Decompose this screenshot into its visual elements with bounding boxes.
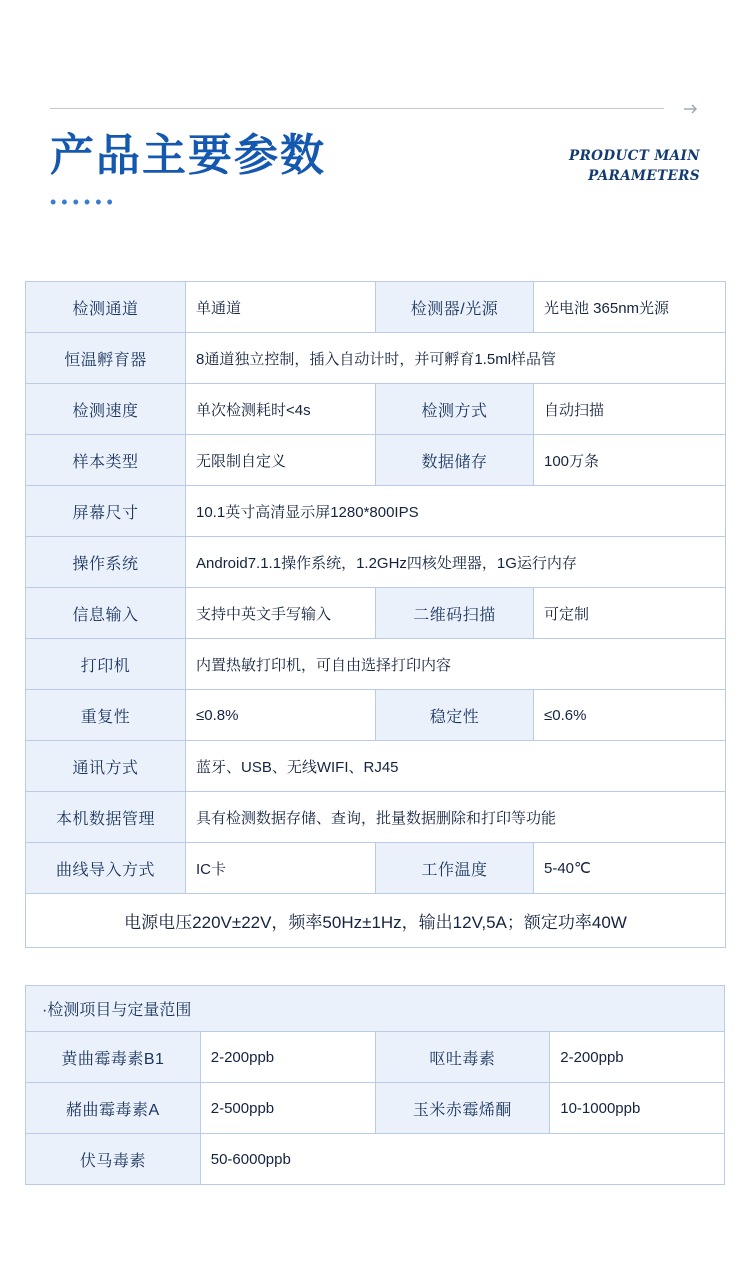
table-row bbox=[26, 537, 726, 588]
row-label: 赭曲霉毒素A bbox=[26, 1083, 201, 1134]
table-row bbox=[26, 792, 726, 843]
table-row bbox=[26, 1134, 725, 1185]
row-label: 检测通道 bbox=[26, 282, 186, 333]
row-value: 具有检测数据存储、查询，批量数据删除和打印等功能 bbox=[186, 792, 726, 843]
row-value: ≤0.8% bbox=[186, 690, 376, 741]
row-value: 2-500ppb bbox=[200, 1083, 375, 1134]
page-title-english bbox=[460, 146, 700, 187]
row-label: 本机数据管理 bbox=[26, 792, 186, 843]
page-title-block bbox=[50, 128, 326, 211]
row-label: 呕吐毒素 bbox=[375, 1032, 550, 1083]
row-value: Android7.1.1操作系统，1.2GHz四核处理器，1G运行内存 bbox=[186, 537, 726, 588]
row-label: 检测器/光源 bbox=[376, 282, 534, 333]
row-value: 自动扫描 bbox=[534, 384, 726, 435]
table-row-power bbox=[26, 894, 726, 948]
row-label: 打印机 bbox=[26, 639, 186, 690]
row-value: IC卡 bbox=[186, 843, 376, 894]
row-value: 5-40℃ bbox=[534, 843, 726, 894]
row-value: 可定制 bbox=[534, 588, 726, 639]
row-label: 黄曲霉毒素B1 bbox=[26, 1032, 201, 1083]
detection-items-table-wrapper bbox=[25, 985, 725, 1185]
row-value: 10.1英寸高清显示屏1280*800IPS bbox=[186, 486, 726, 537]
row-label: 曲线导入方式 bbox=[26, 843, 186, 894]
table-row bbox=[26, 384, 726, 435]
row-value: 光电池 365nm光源 bbox=[534, 282, 726, 333]
row-label: 伏马毒素 bbox=[26, 1134, 201, 1185]
table-row bbox=[26, 639, 726, 690]
table-row bbox=[26, 741, 726, 792]
table-section-header-row bbox=[26, 986, 725, 1032]
row-value: 内置热敏打印机，可自由选择打印内容 bbox=[186, 639, 726, 690]
row-label: 二维码扫描 bbox=[376, 588, 534, 639]
table-row bbox=[26, 1032, 725, 1083]
row-label: 操作系统 bbox=[26, 537, 186, 588]
row-label: 检测方式 bbox=[376, 384, 534, 435]
row-label: 恒温孵育器 bbox=[26, 333, 186, 384]
table-row bbox=[26, 588, 726, 639]
row-value: 单通道 bbox=[186, 282, 376, 333]
row-label: 数据储存 bbox=[376, 435, 534, 486]
row-value: 蓝牙、USB、无线WIFI、RJ45 bbox=[186, 741, 726, 792]
row-value: 100万条 bbox=[534, 435, 726, 486]
row-value: ≤0.6% bbox=[534, 690, 726, 741]
title-dots-decoration: •••••• bbox=[50, 192, 118, 212]
section-title: ·检测项目与定量范围 bbox=[26, 986, 725, 1032]
row-value: 8通道独立控制，插入自动计时，并可孵育1.5ml样品管 bbox=[186, 333, 726, 384]
row-value: 无限制自定义 bbox=[186, 435, 376, 486]
row-value: 单次检测耗时<4s bbox=[186, 384, 376, 435]
row-value: 10-1000ppb bbox=[550, 1083, 725, 1134]
arrow-right-icon bbox=[682, 100, 700, 118]
row-value: 50-6000ppb bbox=[200, 1134, 724, 1185]
row-label: 重复性 bbox=[26, 690, 186, 741]
table-row bbox=[26, 486, 726, 537]
row-label: 稳定性 bbox=[376, 690, 534, 741]
table-row bbox=[26, 843, 726, 894]
page-title: 产品主要参数 bbox=[50, 130, 326, 181]
row-value: 2-200ppb bbox=[200, 1032, 375, 1083]
row-label: 检测速度 bbox=[26, 384, 186, 435]
row-label: 工作温度 bbox=[376, 843, 534, 894]
detection-items-table bbox=[25, 985, 725, 1185]
table-row bbox=[26, 435, 726, 486]
power-note: 电源电压220V±22V，频率50Hz±1Hz，输出12V,5A；额定功率40W bbox=[26, 894, 726, 948]
header-divider bbox=[50, 108, 664, 109]
table-row bbox=[26, 1083, 725, 1134]
specification-table bbox=[25, 281, 726, 948]
row-label: 通讯方式 bbox=[26, 741, 186, 792]
table-row bbox=[26, 282, 726, 333]
row-label: 样本类型 bbox=[26, 435, 186, 486]
page-title-english-line2: PARAMETERS bbox=[588, 168, 700, 185]
table-row bbox=[26, 333, 726, 384]
table-row bbox=[26, 690, 726, 741]
page-title-english-line1: PRODUCT MAIN bbox=[569, 148, 700, 164]
row-label: 信息输入 bbox=[26, 588, 186, 639]
row-value: 支持中英文手写输入 bbox=[186, 588, 376, 639]
specification-table-wrapper bbox=[25, 281, 725, 948]
row-label: 屏幕尺寸 bbox=[26, 486, 186, 537]
row-label: 玉米赤霉烯酮 bbox=[375, 1083, 550, 1134]
row-value: 2-200ppb bbox=[550, 1032, 725, 1083]
